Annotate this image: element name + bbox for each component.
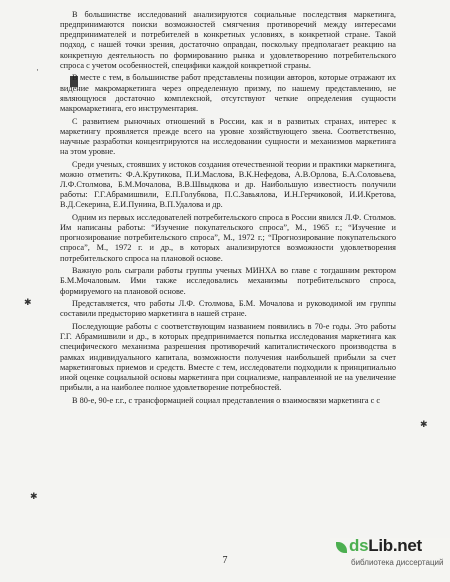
paragraph-9: В 80-е, 90-е г.г., с трансформацией социал представления о взаимосвязи маркетинга с с [72,395,381,405]
scan-speck: ✱ [420,419,428,429]
page-number: 7 [222,555,228,566]
scan-speck: · [36,65,39,75]
document-body [60,10,396,408]
paragraph-7: Представляется, что работы Л.Ф. Столмова, Б.М. Мочалова и руководимой им группы составили предысторию маркетинга в нашей стране. [60,299,396,319]
paragraph-1: В большинстве исследований анализируются социальные последствия маркетинга, предпринимаются поиски возможностей смягчения противоречий между интересами предпринимателей и потребителей в конкретных условиях, в конкретной стране. Такой подход, с нашей точки зрения, достаточно оправдан, поскольку предполагает реакцию на конкретную деятельность по формированию рынка и удовлетворению потребительского спроса с учетом особенностей, специфики каждой конкретной страны. [60,10,396,70]
paragraph-6: Важную роль сыграли работы группы ученых МИНХА во главе с тогдашним ректором Б.М.Мочаловым. Ими также исследовались механизмы потребительского спроса, формируемого на плановой основе. [60,266,396,296]
paragraph-2: В месте с тем, в большинстве работ представлены позиции авторов, которые отражают их видение макромаркетинга через определенную призму, по нашему представлению, не являющуюся достаточно комплексной, отсутствуют четкие определения сущности макромаркетинга, его инструментария. [60,73,396,113]
paragraph-3: С развитием рыночных отношений в России, как и в развитых странах, интерес к маркетингу проявляется прежде всего на уровне хозяйствующего звена. Соответственно, научные разработки концентрируются на исследовании сущности и механизмов маркетинга на этом уровне. [60,116,396,157]
paragraph-8: Последующие работы с соответствующим названием появились в 70-е годы. Это работы Г.Г. Абрамишвили и др., в которых предпринимается попытка исследования маркетинга как специфического механизма разрешения противоречий капиталистического производства в рамках индивидуального капитала, возможности получения наибольшей прибыли за счет маркетинговых приемов и средств. Вместе с тем, исследователи подходили к принципиально иной оценке социальной основы маркетинга при социализме, направленной не на увеличение прибыли, а на наиболее полное удовлетворение потребностей. [60,322,396,392]
watermark-logo[interactable] [333,536,422,556]
logo-part-lib: Lib.net [368,536,422,555]
watermark-caption: библиотека диссертаций [351,558,444,567]
paragraph-4: Среди ученых, стоявших у истоков создания отечественной теории и практики маркетинга, можно отметить: Ф.А.Крутикова, П.И.Маслова, В.К.Нефедова, А.В.Орлова, Б.А.Соловьева, Л.Ф.Столмова, Б.М.Мочалова, В.В.Швыдкова и др. Наибольшую известность получили работы: Г.Г.Абрамишвили, Е.П.Голубкова, П.С.Завьялова, И.Н.Герчиковой, И.И.Кретова, В.Д.Секерина, Е.И.Пунина, В.П.Удалова и др. [60,159,396,210]
logo-part-ds: ds [349,536,369,555]
scan-speck: ✱ [24,297,32,307]
scan-speck: ✱ [30,491,38,501]
paragraph-5: Одним из первых исследователей потребительского спроса в России явился Л.Ф. Столмов. Им написаны работы: “Изучение покупательского спроса”, М., 1965 г.; “Изучение и прогнозирование потребительского спроса”, М., 1972 г.; “Прогнозирование покупательского спроса”, М., 1972 г. и др., в которых анализируются возможности удовлетворения потребительского спроса на плановой основе. [60,212,396,263]
